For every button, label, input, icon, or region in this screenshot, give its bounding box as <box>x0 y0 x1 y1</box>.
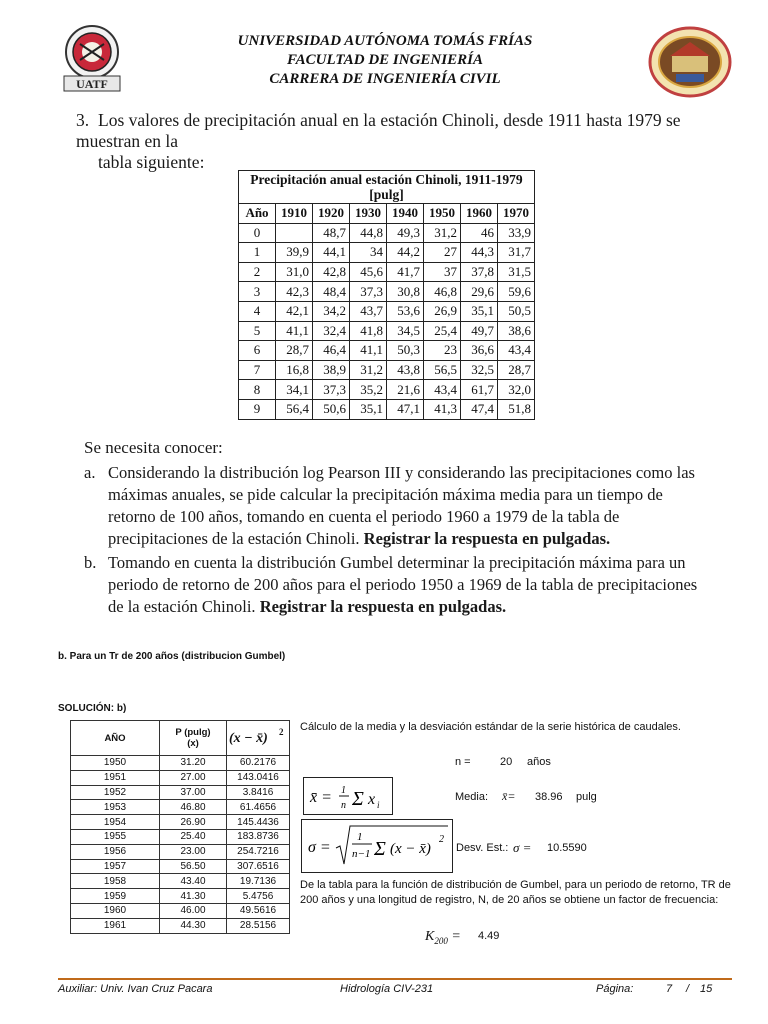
precip-value: 47,1 <box>387 399 424 419</box>
gumbel-row <box>71 815 290 830</box>
precip-value: 50,3 <box>387 341 424 361</box>
precip-value: 41,1 <box>276 321 313 341</box>
question-line-1: Los valores de precipitación anual en la estación Chinoli, desde 1911 hasta 1979 se muestran en la <box>76 110 681 151</box>
precip-value: 37,8 <box>461 262 498 282</box>
item-b-bold: Registrar la respuesta en pulgadas. <box>259 597 507 616</box>
footer-page-number: 7 <box>666 983 673 995</box>
gumbel-row <box>71 770 290 785</box>
precip-year-digit: 9 <box>239 399 276 419</box>
std-label: Desv. Est.: <box>456 842 509 854</box>
gumbel-year: 1958 <box>71 874 160 889</box>
gumbel-precip: 23.00 <box>160 844 227 859</box>
item-a <box>84 462 714 550</box>
gumbel-year: 1951 <box>71 770 160 785</box>
precip-value: 44,2 <box>387 243 424 263</box>
svg-text:1: 1 <box>357 831 363 843</box>
svg-text:σ =: σ = <box>308 839 331 856</box>
precip-row <box>239 380 535 400</box>
precip-year-digit: 4 <box>239 301 276 321</box>
svg-text:n−1: n−1 <box>352 848 371 860</box>
precip-table-title: Precipitación anual estación Chinoli, 1911-1979 [pulg] <box>239 171 535 204</box>
precip-value: 32,0 <box>498 380 535 400</box>
gumbel-precip: 41.30 <box>160 889 227 904</box>
svg-text:Σ: Σ <box>352 788 364 810</box>
gumbel-row <box>71 844 290 859</box>
precip-value: 37,3 <box>313 380 350 400</box>
precip-row <box>239 282 535 302</box>
precip-row <box>239 301 535 321</box>
precip-value: 35,1 <box>350 399 387 419</box>
mean-formula <box>303 777 393 815</box>
gumbel-sq-dev: 307.6516 <box>227 859 290 874</box>
year-header: Año <box>239 204 276 224</box>
precip-value: 34,5 <box>387 321 424 341</box>
precip-value: 38,9 <box>313 360 350 380</box>
precip-value: 46 <box>461 223 498 243</box>
precip-year-digit: 5 <box>239 321 276 341</box>
gumbel-year-header: AÑO <box>71 721 160 756</box>
sigma-symbol-icon: σ = <box>513 840 532 855</box>
footer-page-label: Página: <box>596 983 634 995</box>
precip-year-digit: 3 <box>239 282 276 302</box>
precip-value: 35,2 <box>350 380 387 400</box>
precip-value: 41,7 <box>387 262 424 282</box>
gumbel-precip: 27.00 <box>160 770 227 785</box>
gumbel-row <box>71 918 290 933</box>
precip-row <box>239 243 535 263</box>
precip-value: 34,1 <box>276 380 313 400</box>
faculty-name: FACULTAD DE INGENIERÍA <box>287 52 483 68</box>
precip-row <box>239 321 535 341</box>
precip-value: 39,9 <box>276 243 313 263</box>
n-value: 20 <box>500 756 513 768</box>
footer-rule <box>58 978 732 980</box>
precip-value: 45,6 <box>350 262 387 282</box>
precip-value: 31,0 <box>276 262 313 282</box>
gumbel-row <box>71 874 290 889</box>
std-formula <box>301 819 453 873</box>
k200-value: 4.49 <box>478 930 500 942</box>
precip-value: 44,8 <box>350 223 387 243</box>
decade-header: 1970 <box>498 204 535 224</box>
precip-value: 37 <box>424 262 461 282</box>
precip-header-row <box>239 204 535 224</box>
precip-value: 48,7 <box>313 223 350 243</box>
precip-year-digit: 2 <box>239 262 276 282</box>
precip-value: 49,3 <box>387 223 424 243</box>
precip-value: 44,1 <box>313 243 350 263</box>
logo-left-label: UATF <box>76 77 108 91</box>
gumbel-sq-dev: 3.8416 <box>227 785 290 800</box>
question-number: 3. <box>76 110 90 130</box>
precip-row <box>239 262 535 282</box>
precip-value: 28,7 <box>498 360 535 380</box>
precip-year-digit: 7 <box>239 360 276 380</box>
gumbel-p-header: P (pulg) (x) <box>160 721 227 756</box>
calc-intro: Cálculo de la media y la desviación estándar de la serie histórica de caudales. <box>300 721 681 733</box>
decade-header: 1960 <box>461 204 498 224</box>
precip-value: 43,7 <box>350 301 387 321</box>
university-name: UNIVERSIDAD AUTÓNOMA TOMÁS FRÍAS <box>237 33 533 49</box>
question-3 <box>76 110 706 173</box>
career-name: CARRERA DE INGENIERÍA CIVIL <box>269 71 501 87</box>
svg-text:x: x <box>368 791 376 808</box>
decade-header: 1910 <box>276 204 313 224</box>
precip-value: 32,4 <box>313 321 350 341</box>
gumbel-precip: 25.40 <box>160 829 227 844</box>
gumbel-precip: 43.40 <box>160 874 227 889</box>
gumbel-sq-dev: 61.4656 <box>227 800 290 815</box>
precip-value: 41,3 <box>424 399 461 419</box>
precip-value: 56,5 <box>424 360 461 380</box>
gumbel-year: 1956 <box>71 844 160 859</box>
precip-value: 43,8 <box>387 360 424 380</box>
precip-value: 23 <box>424 341 461 361</box>
item-a-label: a. <box>84 463 96 482</box>
requirements-intro: Se necesita conocer: <box>84 438 223 457</box>
gumbel-precip: 46.80 <box>160 800 227 815</box>
precip-value: 32,5 <box>461 360 498 380</box>
svg-text:x̄ =: x̄ = <box>310 789 332 806</box>
gumbel-precip: 44.30 <box>160 918 227 933</box>
precip-value: 27 <box>424 243 461 263</box>
gumbel-sq-dev: 183.8736 <box>227 829 290 844</box>
precip-value <box>276 223 313 243</box>
gumbel-row <box>71 785 290 800</box>
precip-row <box>239 223 535 243</box>
footer-page-separator: / <box>686 983 690 995</box>
precip-value: 35,1 <box>461 301 498 321</box>
precip-value: 33,9 <box>498 223 535 243</box>
footer-author: Auxiliar: Univ. Ivan Cruz Pacara <box>58 983 213 995</box>
svg-text:n: n <box>341 800 346 811</box>
decade-header: 1940 <box>387 204 424 224</box>
precip-value: 46,8 <box>424 282 461 302</box>
precip-value: 43,4 <box>498 341 535 361</box>
precip-value: 56,4 <box>276 399 313 419</box>
precip-value: 49,7 <box>461 321 498 341</box>
gumbel-precip: 26.90 <box>160 815 227 830</box>
precip-value: 21,6 <box>387 380 424 400</box>
svg-text:(x − x̄): (x − x̄) <box>390 841 431 857</box>
gumbel-sq-dev: 254.7216 <box>227 844 290 859</box>
gumbel-sq-dev: 19.7136 <box>227 874 290 889</box>
gumbel-precip: 31.20 <box>160 756 227 771</box>
precip-value: 43,4 <box>424 380 461 400</box>
n-label: n = <box>455 756 471 768</box>
svg-text:Σ: Σ <box>374 838 386 860</box>
gumbel-sq-dev: 143.0416 <box>227 770 290 785</box>
n-unit: años <box>527 756 551 768</box>
gumbel-sq-dev: 28.5156 <box>227 918 290 933</box>
precip-value: 31,2 <box>350 360 387 380</box>
gumbel-year: 1961 <box>71 918 160 933</box>
solution-heading: SOLUCIÓN: b) <box>58 703 127 714</box>
uatf-logo <box>58 24 126 94</box>
precip-value: 31,2 <box>424 223 461 243</box>
precip-value: 42,8 <box>313 262 350 282</box>
gumbel-dev-header <box>227 721 290 756</box>
precip-value: 28,7 <box>276 341 313 361</box>
gumbel-year: 1953 <box>71 800 160 815</box>
mean-label: Media: <box>455 791 489 803</box>
question-line-2: tabla siguiente: <box>98 152 205 172</box>
precip-value: 42,1 <box>276 301 313 321</box>
gumbel-sq-dev: 60.2176 <box>227 756 290 771</box>
precip-value: 31,5 <box>498 262 535 282</box>
gumbel-year: 1955 <box>71 829 160 844</box>
svg-text:2: 2 <box>439 834 444 845</box>
precip-value: 50,5 <box>498 301 535 321</box>
precip-value: 47,4 <box>461 399 498 419</box>
mean-value: 38.96 <box>535 791 563 803</box>
decade-header: 1930 <box>350 204 387 224</box>
precip-value: 53,6 <box>387 301 424 321</box>
decade-header: 1950 <box>424 204 461 224</box>
precip-value: 41,1 <box>350 341 387 361</box>
precip-value: 38,6 <box>498 321 535 341</box>
gumbel-year: 1952 <box>71 785 160 800</box>
gumbel-factor-text: De la tabla para la función de distribución de Gumbel, para un periodo de retorno, TR de 200 años y una longitud de registro, N, de 20 años se obtiene un factor de frecuencia: <box>300 879 731 906</box>
mean-unit: pulg <box>576 791 597 803</box>
gumbel-year: 1950 <box>71 756 160 771</box>
precip-value: 48,4 <box>313 282 350 302</box>
precip-year-digit: 6 <box>239 341 276 361</box>
precip-value: 46,4 <box>313 341 350 361</box>
precip-value: 37,3 <box>350 282 387 302</box>
precip-value: 25,4 <box>424 321 461 341</box>
gumbel-sq-dev: 5.4756 <box>227 889 290 904</box>
gumbel-row <box>71 756 290 771</box>
gumbel-row <box>71 859 290 874</box>
precip-value: 29,6 <box>461 282 498 302</box>
precip-row <box>239 341 535 361</box>
svg-text:i: i <box>377 800 380 810</box>
gumbel-year: 1957 <box>71 859 160 874</box>
decade-header: 1920 <box>313 204 350 224</box>
precip-value: 61,7 <box>461 380 498 400</box>
item-b <box>84 552 714 618</box>
precipitation-table <box>238 170 535 420</box>
k200-symbol-icon: $K_{200}$ = <box>425 929 461 946</box>
civil-engineering-logo <box>648 26 732 98</box>
gumbel-row <box>71 903 290 918</box>
gumbel-precip: 46.00 <box>160 903 227 918</box>
svg-text:2: 2 <box>279 726 284 737</box>
gumbel-precip: 56.50 <box>160 859 227 874</box>
gumbel-row <box>71 829 290 844</box>
footer-page-total: 15 <box>700 983 713 995</box>
gumbel-sq-dev: 49.5616 <box>227 903 290 918</box>
item-a-bold: Registrar la respuesta en pulgadas. <box>363 529 611 548</box>
precip-value: 44,3 <box>461 243 498 263</box>
precip-value: 30,8 <box>387 282 424 302</box>
gumbel-row <box>71 800 290 815</box>
item-a-text: Considerando la distribución log Pearson III y considerando las precipitaciones como las máximas anuales, se pide calcular la precipitación máxima media para un tiempo de retorno de 100 años, tomando en cuenta el periodo 1960 a 1979 de la tabla de precipitaciones de la estación Chinoli. <box>108 463 695 548</box>
precip-value: 36,6 <box>461 341 498 361</box>
precip-year-digit: 8 <box>239 380 276 400</box>
svg-text:1: 1 <box>341 785 346 796</box>
mean-symbol-icon: x̄= <box>502 789 516 803</box>
precip-value: 42,3 <box>276 282 313 302</box>
precip-value: 41,8 <box>350 321 387 341</box>
precip-value: 51,8 <box>498 399 535 419</box>
gumbel-year: 1959 <box>71 889 160 904</box>
precip-year-digit: 0 <box>239 223 276 243</box>
precip-row <box>239 399 535 419</box>
gumbel-table <box>70 720 290 934</box>
precip-value: 50,6 <box>313 399 350 419</box>
precip-value: 26,9 <box>424 301 461 321</box>
gumbel-year: 1960 <box>71 903 160 918</box>
precip-row <box>239 360 535 380</box>
sub-heading: b. Para un Tr de 200 años (distribucion Gumbel) <box>58 651 286 662</box>
gumbel-sq-dev: 145.4436 <box>227 815 290 830</box>
gumbel-year: 1954 <box>71 815 160 830</box>
item-b-text: Tomando en cuenta la distribución Gumbel determinar la precipitación máxima para un periodo de retorno de 200 años para el periodo 1950 a 1969 de la tabla de precipitaciones de la estación Chinoli. <box>108 553 698 616</box>
item-b-label: b. <box>84 553 97 572</box>
precip-value: 16,8 <box>276 360 313 380</box>
precip-year-digit: 1 <box>239 243 276 263</box>
std-value: 10.5590 <box>547 842 587 854</box>
precip-value: 34,2 <box>313 301 350 321</box>
precip-value: 59,6 <box>498 282 535 302</box>
precip-value: 34 <box>350 243 387 263</box>
footer-course: Hidrología CIV-231 <box>340 983 434 995</box>
gumbel-precip: 37.00 <box>160 785 227 800</box>
precip-value: 31,7 <box>498 243 535 263</box>
svg-text:(x − x̄): (x − x̄) <box>229 730 268 746</box>
gumbel-row <box>71 889 290 904</box>
